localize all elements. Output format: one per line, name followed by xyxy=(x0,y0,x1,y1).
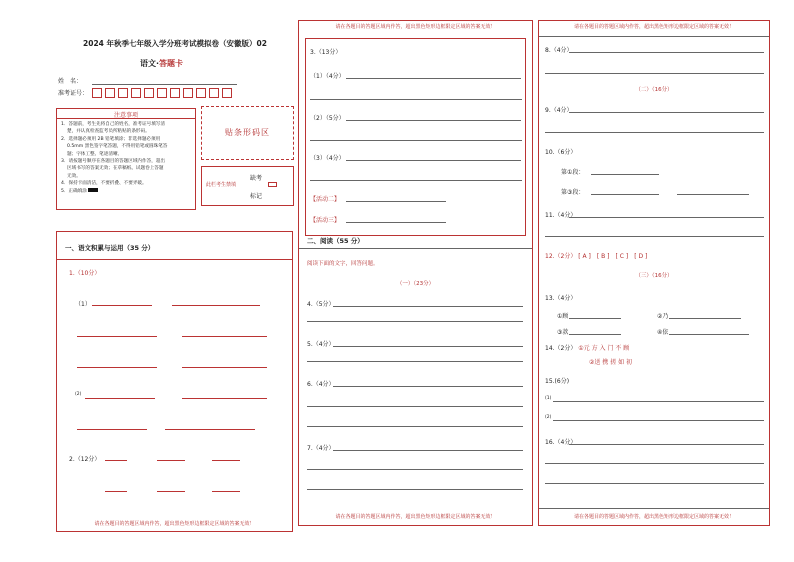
note-line: 区域书写的答案无效；在草稿纸、试题卷上答题 xyxy=(67,166,164,172)
q3-sub1-label: （1）（4分） xyxy=(310,73,345,80)
passage3-title: （三）（16分） xyxy=(635,273,673,279)
q5-label: 5.（4分） xyxy=(307,341,335,348)
q3-label: 3.（13分） xyxy=(310,49,342,56)
note-line: 无效。 xyxy=(67,173,81,179)
note-line: 1．答题前，考生先将自己的姓名，准考证号填写清 xyxy=(61,122,165,127)
boundary-notice: 请在各题目的答题区域内作答，超出黑色矩形边框限定区域的答案无效！ xyxy=(94,521,255,527)
q13-c-label: ③款 xyxy=(557,329,569,336)
q12-number: 12.（2分） xyxy=(545,253,577,260)
q10-para1-label: 第①段： xyxy=(561,169,585,176)
q15-label: 15.(6分) xyxy=(545,378,570,385)
subject-heading xyxy=(140,58,183,69)
section1-title: 一、语文积累与运用（35 分） xyxy=(65,244,155,252)
notes-list xyxy=(61,121,167,195)
absent-box xyxy=(201,166,294,206)
exam-id-boxes[interactable] xyxy=(92,88,242,98)
exam-title: 2024 年秋季七年级入学分班考试模拟卷（安徽版）02 xyxy=(83,39,267,48)
q1-sub1-label: （1） xyxy=(75,301,91,308)
reading-instruction: 阅读下面的文字，回答问题。 xyxy=(307,261,379,267)
passage1-title: （一）（23分） xyxy=(396,281,435,287)
subject-dot: · xyxy=(156,59,160,68)
note-line: 楚，并认真检查监考员所粘贴的条形码。 xyxy=(67,129,150,135)
boundary-notice: 请在各题目的答题区域内作答，超出黑色矩形边框限定区域的答案无效！ xyxy=(335,24,496,30)
boundary-notice: 请在各题目的答题区域内作答，超出黑色矩形边框限定区域的答案无效！ xyxy=(335,514,496,520)
absent-mark-label: 标记 xyxy=(250,193,263,200)
note-line: 3．请按题号顺序在各题目的答题区域内作答，超出 xyxy=(61,159,165,165)
q14-sentence1: ①元 方 入 门 不 顾 xyxy=(578,345,630,352)
q12-label xyxy=(545,251,647,260)
q9-label: 9.（4分） xyxy=(545,107,573,114)
q3-box xyxy=(305,38,526,236)
q13-a-label: ①顾 xyxy=(557,313,569,320)
q14-number: 14.（2分） xyxy=(545,345,577,352)
answer-area-1 xyxy=(56,231,293,532)
q1-sub2-label: (2) xyxy=(75,392,82,397)
answer-area-3 xyxy=(538,20,770,526)
q16-label: 16.（4分） xyxy=(545,439,577,446)
q4-label: 4.（5分） xyxy=(307,301,335,308)
absent-note: 此栏考生禁填 xyxy=(206,182,237,188)
q12-options[interactable]: [ A ] [ B ] [ C ] [ D ] xyxy=(578,253,648,260)
note-line: 2．选择题必须用 2B 铅笔填涂；非选择题必须用 xyxy=(61,136,161,142)
notes-box xyxy=(56,108,196,210)
passage2-title: （二）（16分） xyxy=(635,87,673,93)
q14-sentence2: ②送 携 搓 如 初 xyxy=(589,359,633,366)
boundary-notice: 请在各题目的答题区域内作答，超出黑色矩形边框限定区域的答案无效！ xyxy=(573,24,734,30)
q6-label: 6.（4分） xyxy=(307,381,335,388)
q1-label: 1.（10分） xyxy=(69,270,101,277)
q8-label: 8.（4分） xyxy=(545,47,573,54)
boundary-notice: 请在各题目的答题区域内作答，超出黑色矩形边框限定区域的答案无效！ xyxy=(573,514,734,520)
subject-label: 语文 xyxy=(140,59,156,68)
absent-mark-box[interactable] xyxy=(268,182,277,187)
barcode-area xyxy=(201,106,294,160)
q10-para3-label: 第③段： xyxy=(561,189,585,196)
q7-label: 7.（4分） xyxy=(307,445,335,452)
q14-label xyxy=(545,343,629,352)
q2-label: 2.（12分） xyxy=(69,456,101,463)
filled-mark-sample xyxy=(88,188,98,192)
q10-label: 10.（6分） xyxy=(545,149,577,156)
q15-sub1-label: (1) xyxy=(545,396,552,401)
note-line: 5．正确填涂 xyxy=(61,188,87,194)
answer-area-2 xyxy=(298,20,533,526)
section2-title: 二、阅读（55 分） xyxy=(307,237,364,245)
q3-sub2-label: （2）（5分） xyxy=(310,115,345,122)
exam-id-label: 准考证号： xyxy=(58,90,89,97)
name-field[interactable] xyxy=(92,84,237,85)
activity2-label: 【活动二】 xyxy=(310,196,341,203)
q13-label: 13.（4分） xyxy=(545,295,577,302)
q11-label: 11.（4分） xyxy=(545,212,577,219)
note-line: 题；字体工整、笔迹清晰。 xyxy=(67,151,123,157)
barcode-label: 贴条形码区 xyxy=(225,128,270,137)
note-line: 4．保持卡面清洁，不要折叠、不要弄破。 xyxy=(61,181,147,187)
note-line: 0.5mm 黑色签字笔答题，不得用铅笔或圆珠笔答 xyxy=(67,144,168,150)
name-label: 姓 名： xyxy=(58,78,83,85)
q15-sub2-label: (2) xyxy=(545,415,552,420)
q13-d-label: ④依 xyxy=(657,329,669,336)
q13-b-label: ②乃 xyxy=(657,313,669,320)
answer-card-label: 答题卡 xyxy=(159,59,184,68)
notes-title: 注意事项 xyxy=(113,112,138,119)
absent-label: 缺考 xyxy=(250,175,263,182)
q3-sub3-label: （3）（4分） xyxy=(310,155,345,162)
activity3-label: 【活动三】 xyxy=(310,217,341,224)
